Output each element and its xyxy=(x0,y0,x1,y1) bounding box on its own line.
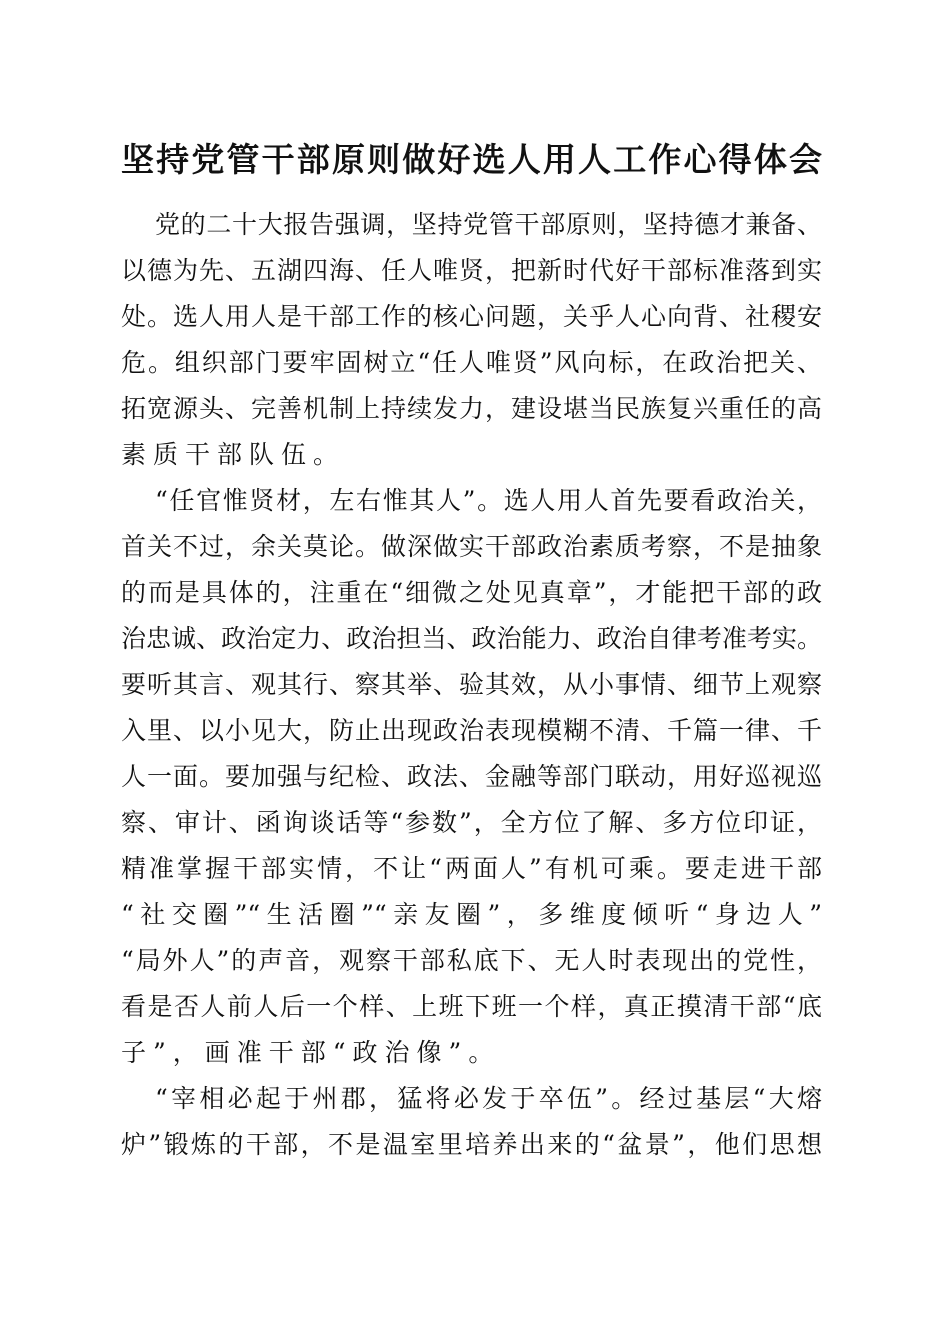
text-line: 首关不过，余关莫论。做深做实干部政治素质考察，不是抽象 xyxy=(121,532,822,561)
text-line: “局外人”的声音，观察干部私底下、无人时表现出的党性， xyxy=(121,946,822,975)
text-line: 要听其言、观其行、察其举、验其效，从小事情、细节上观察 xyxy=(121,670,822,699)
text-line: 炉”锻炼的干部，不是温室里培养出来的“盆景”，他们思想 xyxy=(121,1130,822,1159)
text-line: 察、审计、函询谈话等“参数”，全方位了解、多方位印证， xyxy=(121,808,822,837)
document-title: 坚持党管干部原则做好选人用人工作心得体会 xyxy=(121,140,822,179)
paragraph xyxy=(121,478,822,1076)
paragraph xyxy=(121,1076,822,1168)
document-body xyxy=(121,202,822,1168)
text-line: 人一面。要加强与纪检、政法、金融等部门联动，用好巡视巡 xyxy=(121,762,822,791)
text-line: 素质干部队伍。 xyxy=(121,440,346,469)
paragraph xyxy=(121,202,822,478)
text-line: 治忠诚、政治定力、政治担当、政治能力、政治自律考准考实。 xyxy=(121,624,822,653)
text-line: 拓宽源头、完善机制上持续发力，建设堪当民族复兴重任的高 xyxy=(121,394,822,423)
text-line: “任官惟贤材，左右惟其人”。选人用人首先要看政治关， xyxy=(155,486,822,515)
text-line: “宰相必起于州郡，猛将必发于卒伍”。经过基层“大熔 xyxy=(155,1084,822,1113)
text-line: 处。选人用人是干部工作的核心问题，关乎人心向背、社稷安 xyxy=(121,302,822,331)
text-line: 看是否人前人后一个样、上班下班一个样，真正摸清干部“底 xyxy=(121,992,822,1021)
text-line: 以德为先、五湖四海、任人唯贤，把新时代好干部标准落到实 xyxy=(121,256,822,285)
text-line: “社交圈”“生活圈”“亲友圈”，多维度倾听“身边人” xyxy=(121,900,822,929)
text-line: 党的二十大报告强调，坚持党管干部原则，坚持德才兼备、 xyxy=(155,210,822,239)
text-line: 的而是具体的，注重在“细微之处见真章”，才能把干部的政 xyxy=(121,578,822,607)
text-line: 危。组织部门要牢固树立“任人唯贤”风向标，在政治把关、 xyxy=(121,348,822,377)
text-line: 子”，画准干部“政治像”。 xyxy=(121,1038,501,1067)
text-line: 入里、以小见大，防止出现政治表现模糊不清、千篇一律、千 xyxy=(121,716,822,745)
text-line: 精准掌握干部实情，不让“两面人”有机可乘。要走进干部 xyxy=(121,854,822,883)
